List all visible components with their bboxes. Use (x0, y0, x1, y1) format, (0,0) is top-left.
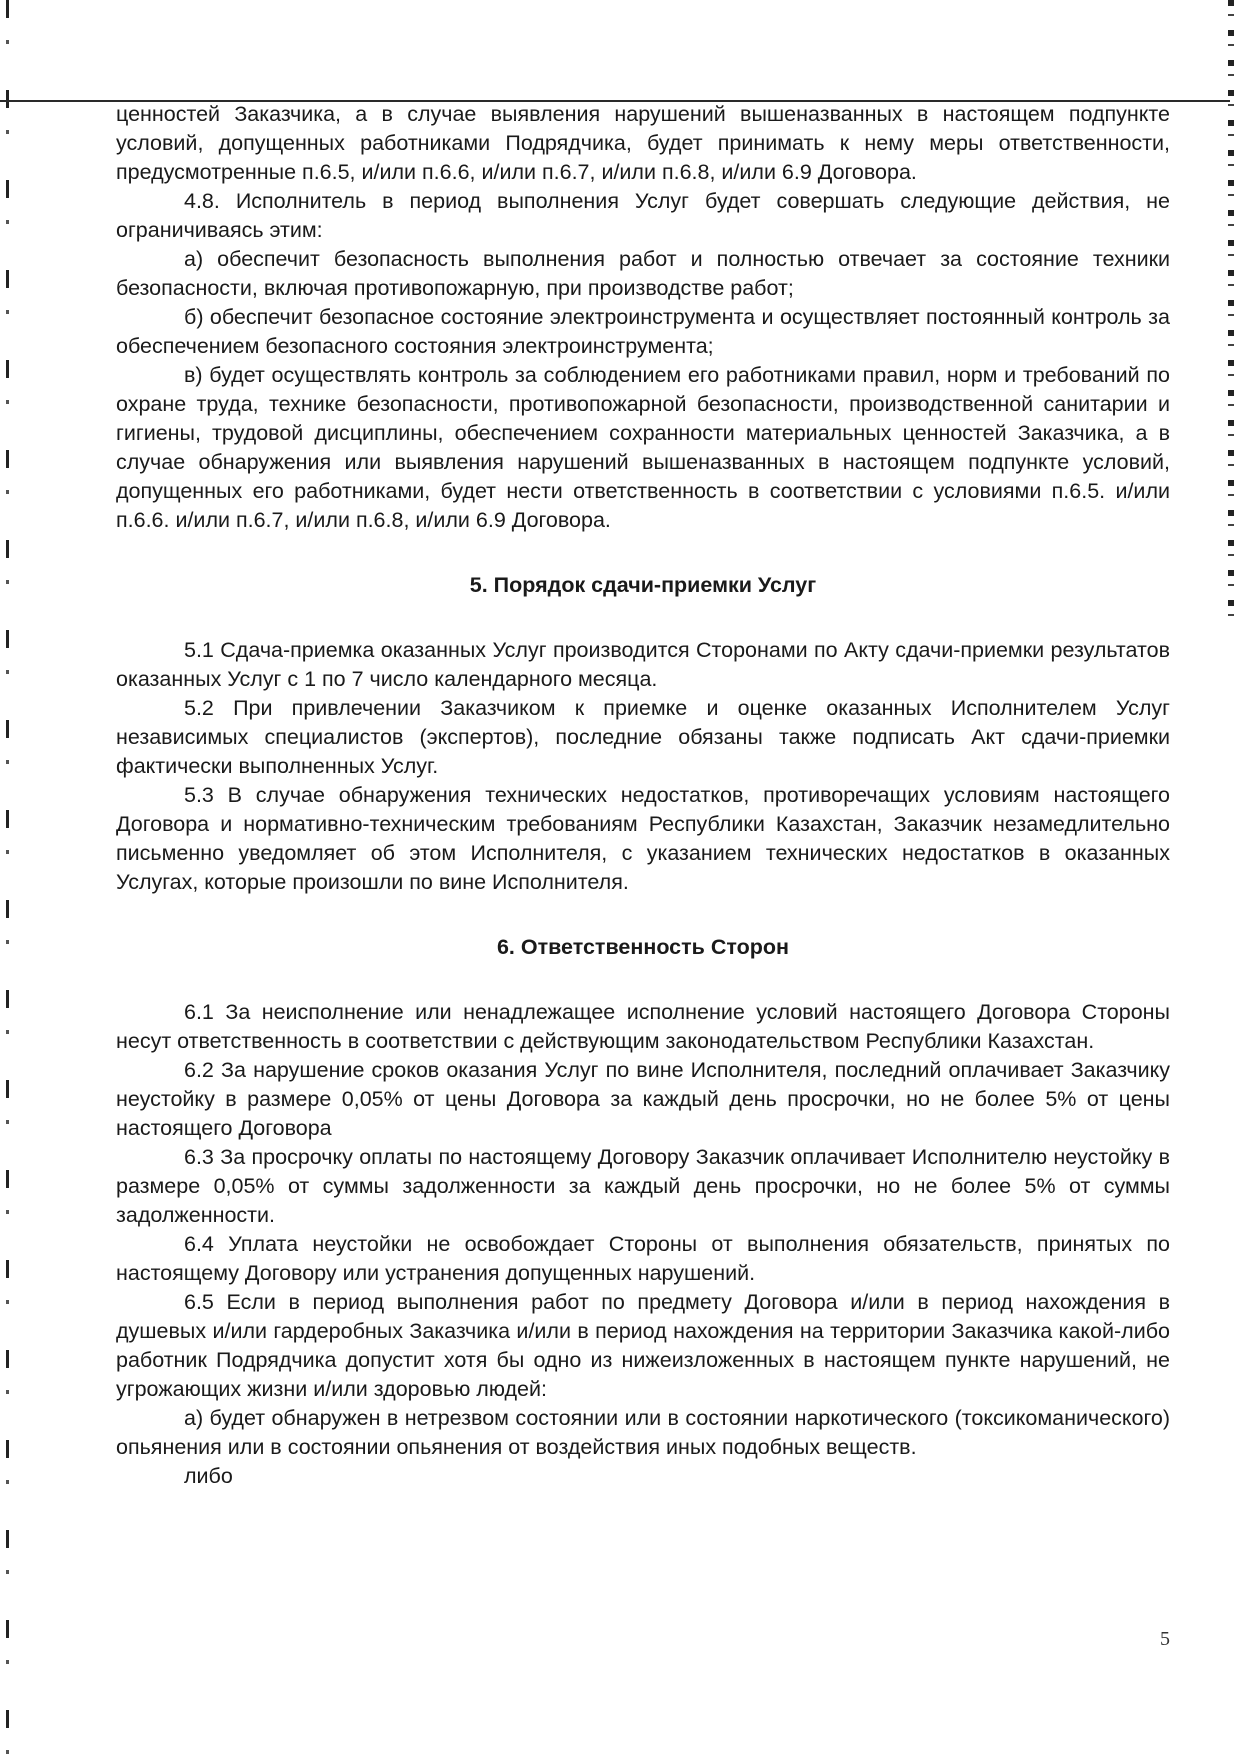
paragraph-libo: либо (184, 1464, 233, 1488)
paragraph-4-8-a: а) обеспечит безопасность выполнения работ и полностью отвечает за состояние техники безопасности, включая противопожарную, при производстве работ; (116, 247, 1170, 300)
page-number: 5 (1160, 1628, 1170, 1650)
paragraph-5-3: 5.3 В случае обнаружения технических недостатков, противоречащих условиям настоящего Договора и нормативно-техническим требованиям Республики Казахстан, Заказчик незамедлительно письменно уведомляет об этом Исполнителя, с указанием технических недостатков в оказанных Услугах, которые произошли по вине Исполнителя. (116, 783, 1170, 894)
paragraph-6-1: 6.1 За неисполнение или ненадлежащее исполнение условий настоящего Договора Стороны несут ответственность в соответствии с действующим законодательством Республики Казахстан. (116, 1000, 1170, 1053)
paragraph-4-8-v: в) будет осуществлять контроль за соблюдением его работниками правил, норм и требований по охране труда, технике безопасности, противопожарной безопасности, производственной санитарии и гигиены, трудовой дисциплины, обеспечением сохранности материальных ценностей Заказчика, а в случае обнаружения или выявления нарушений вышеназванных в настоящем подпункте условий, допущенных его работниками, будет нести ответственность в соответствии с условиями п.6.5. и/или п.6.6. и/или п.6.7, и/или п.6.8, и/или 6.9 Договора. (116, 363, 1170, 532)
paragraph-6-5-a: а) будет обнаружен в нетрезвом состоянии или в состоянии наркотического (токсикоманического) опьянения или в состоянии опьянения от воздействия иных подобных веществ. (116, 1406, 1170, 1459)
scan-edge-left (6, 0, 9, 1754)
paragraph-6-4: 6.4 Уплата неустойки не освобождает Стороны от выполнения обязательств, принятых по настоящему Договору или устранения допущенных нарушений. (116, 1232, 1170, 1285)
paragraph-6-2: 6.2 За нарушение сроков оказания Услуг по вине Исполнителя, последний оплачивает Заказчику неустойку в размере 0,05% от цены Договора за каждый день просрочки, но не более 5% от цены настоящего Договора (116, 1058, 1170, 1140)
paragraph-continuation: ценностей Заказчика, а в случае выявления нарушений вышеназванных в настоящем подпункте условий, допущенных работниками Подрядчика, будет принимать к нему меры ответственности, предусмотренные п.6.5, и/или п.6.6, и/или п.6.7, и/или п.6.8, и/или 6.9 Договора. (116, 102, 1170, 184)
paragraph-6-3: 6.3 За просрочку оплаты по настоящему Договору Заказчик оплачивает Исполнителю неустойку в размере 0,05% от суммы задолженности за каждый день просрочки, но не более 5% от суммы задолженности. (116, 1145, 1170, 1227)
paragraph-4-8: 4.8. Исполнитель в период выполнения Услуг будет совершать следующие действия, не ограничиваясь этим: (116, 189, 1170, 242)
paragraph-6-5: 6.5 Если в период выполнения работ по предмету Договора и/или в период нахождения в душевых и/или гардеробных Заказчика и/или в период нахождения на территории Заказчика какой-либо работник Подрядчика допустит хотя бы одно из нижеизложенных в настоящем пункте нарушений, не угрожающих жизни и/или здоровью людей: (116, 1290, 1170, 1401)
paragraph-5-1: 5.1 Сдача-приемка оказанных Услуг производится Сторонами по Акту сдачи-приемки результатов оказанных Услуг с 1 по 7 число календарного месяца. (116, 638, 1170, 691)
section-6-heading: 6. Ответственность Сторон (496, 935, 790, 959)
paragraph-4-8-b: б) обеспечит безопасное состояние электроинструмента и осуществляет постоянный контроль за обеспечением безопасного состояния электроинструмента; (116, 305, 1170, 358)
paragraph-5-2: 5.2 При привлечении Заказчиком к приемке и оценке оказанных Исполнителем Услуг независимых специалистов (экспертов), последние обязаны также подписать Акт сдачи-приемки фактически выполненных Услуг. (116, 696, 1170, 778)
section-5-heading: 5. Порядок сдачи-приемки Услуг (469, 573, 817, 597)
scan-edge-right (1228, 0, 1234, 620)
document-body (116, 100, 1170, 1491)
